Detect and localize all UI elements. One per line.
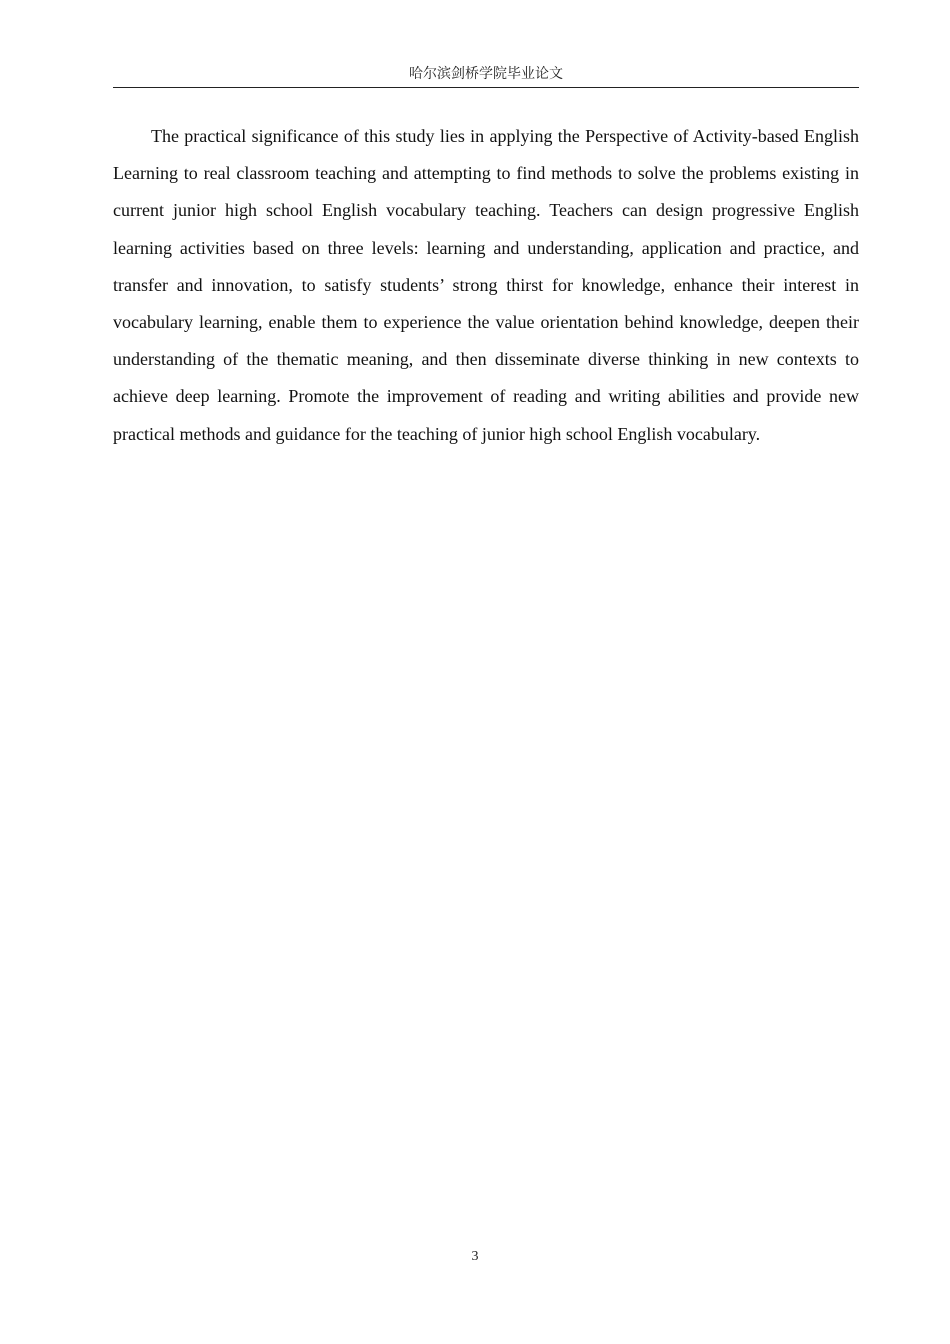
header-divider (113, 87, 859, 88)
running-header-title: 哈尔滨剑桥学院毕业论文 (409, 67, 563, 82)
page-number: 3 (471, 1249, 479, 1264)
body-paragraph: The practical significance of this study lies in applying the Perspective of Activity-based English Learning to real classroom teaching and attempting to find methods to solve the problems existing in current junior high school English vocabulary teaching. Teachers can design progressive English learning activities based on three levels: learning and understanding, application and practice, and transfer and innovation, to satisfy students’ strong thirst for knowledge, enhance their interest in vocabulary learning, enable them to experience the value orientation behind knowledge, deepen their understanding of the thematic meaning, and then disseminate diverse thinking in new contexts to achieve deep learning. Promote the improvement of reading and writing abilities and provide new practical methods and guidance for the teaching of junior high school English vocabulary. (113, 126, 859, 444)
